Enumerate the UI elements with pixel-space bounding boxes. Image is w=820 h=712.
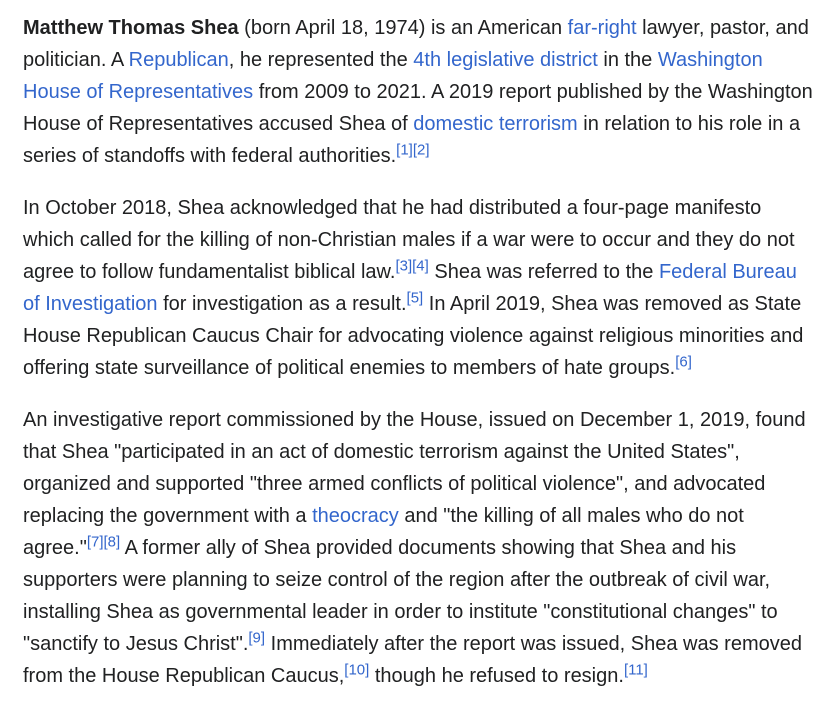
article-body bbox=[23, 12, 813, 712]
link-fbi[interactable]: Federal Bureau of Investigation bbox=[23, 261, 797, 315]
citation-link-2[interactable]: [2] bbox=[412, 141, 430, 159]
citation-link-6[interactable]: [6] bbox=[675, 353, 692, 371]
citation-link-7[interactable]: [7] bbox=[86, 533, 104, 551]
link-domestic-terrorism[interactable]: domestic terrorism bbox=[413, 113, 578, 135]
paragraph-lead bbox=[23, 12, 813, 172]
citation-link-1[interactable]: [1] bbox=[396, 141, 413, 159]
citation-link-11[interactable]: [11] bbox=[623, 661, 648, 679]
citation bbox=[87, 533, 120, 550]
link-theocracy[interactable]: theocracy bbox=[312, 505, 399, 527]
text: Immediately after the report was issued, Shea was removed from the House Republican Caucus, bbox=[23, 633, 802, 687]
citation bbox=[624, 661, 648, 678]
citation-link-5[interactable]: [5] bbox=[406, 289, 424, 307]
text: for investigation as a result. bbox=[157, 293, 407, 315]
citation bbox=[407, 289, 424, 306]
text: (born April 18, 1974) is an American bbox=[238, 17, 568, 39]
link-washington-house[interactable]: Washington House of Representatives bbox=[23, 49, 763, 103]
link-far-right[interactable]: far-right bbox=[567, 17, 637, 39]
text: and "the killing of all males who do not agree." bbox=[23, 505, 744, 559]
text: A former ally of Shea provided documents showing that Shea and his supporters were planning to seize control of the region after the outbreak of civil war, installing Shea as governmental leader in order to institute "constitutional changes" to "sanctify to Jesus Christ". bbox=[23, 537, 778, 655]
text: lawyer, pastor, and politician. A bbox=[23, 17, 809, 71]
subject-name: Matthew Thomas Shea bbox=[23, 17, 239, 39]
citation bbox=[675, 353, 692, 370]
citation bbox=[344, 661, 369, 678]
citation bbox=[395, 257, 428, 274]
text: in the bbox=[597, 49, 658, 71]
citation-link-8[interactable]: [8] bbox=[103, 533, 121, 551]
paragraph-report bbox=[23, 404, 813, 692]
link-4th-legislative-district[interactable]: 4th legislative district bbox=[413, 49, 598, 71]
citation-link-4[interactable]: [4] bbox=[412, 257, 429, 275]
citation-link-9[interactable]: [9] bbox=[248, 629, 266, 647]
paragraph-manifesto bbox=[23, 192, 813, 384]
citation-link-10[interactable]: [10] bbox=[344, 661, 370, 679]
text: though he refused to resign. bbox=[369, 665, 624, 687]
text: Shea was referred to the bbox=[428, 261, 659, 283]
text: An investigative report commissioned by the House, issued on December 1, 2019, found that Shea "participated in an act of domestic terrorism against the United States", organized and supported "three armed conflicts of political violence", and advocated replacing the government with a bbox=[23, 409, 806, 527]
citation bbox=[396, 141, 429, 158]
text: , he represented the bbox=[228, 49, 414, 71]
text: In October 2018, Shea acknowledged that he had distributed a four-page manifesto which called for the killing of non-Christian males if a war were to occur and they do not agree to follow fundamentalist biblical law. bbox=[23, 197, 795, 283]
citation bbox=[248, 629, 265, 646]
citation-link-3[interactable]: [3] bbox=[395, 257, 413, 275]
text: in relation to his role in a series of standoffs with federal authorities. bbox=[23, 113, 801, 167]
link-republican[interactable]: Republican bbox=[128, 49, 229, 71]
text: from 2009 to 2021. A 2019 report published by the Washington House of Representatives accused Shea of bbox=[23, 81, 813, 135]
text: In April 2019, Shea was removed as State House Republican Caucus Chair for advocating violence against religious minorities and offering state surveillance of political enemies to members of hate groups. bbox=[23, 293, 804, 379]
